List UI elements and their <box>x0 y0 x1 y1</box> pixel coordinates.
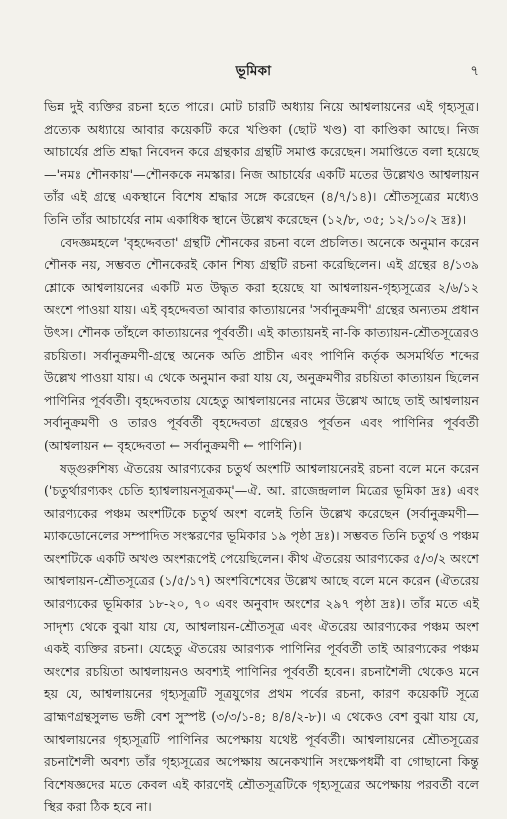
page-number: ৭ <box>470 60 479 83</box>
running-head <box>0 60 507 82</box>
paragraph-1: ভিন্ন দুই ব্যক্তির রচনা হতে পারে। মোট চারটি অধ্যায় নিয়ে আশ্বলায়নের এই গৃহ্যসূত্র। প্রত্যেক অধ্যায়ে আবার কয়েকটি করে খণ্ডিকা (ছোট খণ্ড) বা কাণ্ডিকা আছে। নিজ আচার্যের প্রতি শ্রদ্ধা নিবেদন করে গ্রন্থকার গ্রন্থটি সমাপ্ত করেছেন। সমাপ্তিতে বলা হয়েছে—'নমঃ শৌনকায়'—শৌনককে নমস্কার। নিজ আচার্যের একটি মতের উল্লেখও আশ্বলায়ন তাঁর এই গ্রন্থে একস্থানে বিশেষ শ্রদ্ধার সঙ্গে করেছেন (৪/৭/১৪)। শ্রৌতসূত্রের মধ্যেও তিনি তাঁর আচার্যের নাম একাধিক স্থানে উল্লেখ করেছেন (১২/৮, ৩৫; ১২/১০/২ দ্রঃ)। <box>44 96 479 232</box>
chapter-title: ভূমিকা <box>0 60 507 83</box>
body-text <box>44 96 479 819</box>
paragraph-2: বেদজ্ঞমহলে 'বৃহদ্দেবতা' গ্রন্থটি শৌনকের রচনা বলে প্রচলিত। অনেকে অনুমান করেন শৌনক নয়, সম্ভবত শৌনকেরই কোন শিষ্য গ্রন্থটি রচনা করেছিলেন। এই গ্রন্থের ৪/১৩৯ শ্লোকে আশ্বলায়নের একটি মত উদ্ধৃত করা হয়েছে যা আশ্বলায়ন-গৃহ্যসূত্রের ২/৬/১২ অংশে পাওয়া যায়। এই বৃহদ্দেবতা আবার কাত্যায়নের 'সর্বানুক্রমণী' গ্রন্থের অন্যতম প্রধান উৎস। শৌনক তাঁহলে কাত্যায়নের পূর্ববর্তী। এই কাত্যায়নই না-কি কাত্যায়ন-শ্রৌতসূত্রেরও রচয়িতা। সর্বানুক্রমণী-গ্রন্থে অনেক অতি প্রাচীন এবং পাণিনি কর্তৃক অসমর্থিত শব্দের উল্লেখ পাওয়া যায়। এ থেকে অনুমান করা যায় যে, অনুক্রমণীর রচয়িতা কাত্যায়ন ছিলেন পাণিনির পূর্ববর্তী। বৃহদ্দেবতায় যেহেতু আশ্বলায়নের নামের উল্লেখ আছে তাই আশ্বলায়ন সর্বানুক্রমণী ও তারও পূর্ববর্তী বৃহদ্দেবতা গ্রন্থেরও পূর্বতন এবং পাণিনির পূর্ববর্তী (আশ্বলায়ন ← বৃহদ্দেবতা ← সর্বানুক্রমণী ← পাণিনি)। <box>44 232 479 458</box>
paragraph-3: ষড়্গুরুশিষ্য ঐতরেয় আরণ্যকের চতুর্থ অংশটি আশ্বলায়নেরই রচনা বলে মনে করেন ('চতুর্থারণ্যকং চেতি হ্যাশ্বলায়নসূত্রকম্'—ঐ. আ. রাজেন্দ্রলাল মিত্রের ভূমিকা দ্রঃ) এবং আরণ্যকের পঞ্চম অংশটিকে চতুর্থ অংশ বলেই তিনি উল্লেখ করেছেন (সর্বানুক্রমণী—ম্যাকডোনেলের সম্পাদিত সংস্করণের ভূমিকার ১৯ পৃষ্ঠা দ্রঃ)। সম্ভবত তিনি চতুর্থ ও পঞ্চম অংশটিকে একটি অখণ্ড অংশরূপেই পেয়েছিলেন। কীথ ঐতরেয় আরণ্যকের ৫/৩/২ অংশে আশ্বলায়ন-শ্রৌতসূত্রের (১/৫/১৭) অংশবিশেষের উল্লেখ আছে বলে মনে করেন (ঐতরেয় আরণ্যকের ভূমিকার ১৮-২০, ৭০ এবং অনুবাদ অংশের ২৯৭ পৃষ্ঠা দ্রঃ)। তাঁর মতে এই সাদৃশ্য থেকে বুঝা যায় যে, আশ্বলায়ন-শ্রৌতসূত্র এবং ঐতরেয় আরণ্যকের পঞ্চম অংশ একই ব্যক্তির রচনা। যেহেতু ঐতরেয় আরণ্যক পাণিনির পূর্ববর্তী তাই আরণ্যকের পঞ্চম অংশের রচয়িতা আশ্বলায়নও অবশ্যই পাণিনির পূর্ববর্তী হবেন। রচনাশৈলী থেকেও মনে হয় যে, আশ্বলায়নের গৃহ্যসূত্রটি সূত্রযুগের প্রথম পর্বের রচনা, কারণ কয়েকটি সূত্রে ব্রাহ্মণগ্রন্থসুলভ ভঙ্গী বেশ সুস্পষ্ট (৩/৩/১-৪; ৪/৪/২-৮)। এ থেকেও বেশ বুঝা যায় যে, আশ্বলায়নের গৃহ্যসূত্রটি পাণিনির অপেক্ষায় যথেষ্ট পূর্ববর্তী। আশ্বলায়নের শ্রৌতসূত্রের রচনাশৈলী অবশ্য তাঁর গৃহ্যসূত্রের অপেক্ষায় অনেকখানি সংক্ষেপধর্মী বা গোছানো কিন্তু বিশেষজ্ঞদের মতে কেবল এই কারণেই শ্রৌতসূত্রটিকে গৃহ্যসূত্রের অপেক্ষায় পরবর্তী বলে স্থির করা ঠিক হবে না। <box>44 458 479 819</box>
